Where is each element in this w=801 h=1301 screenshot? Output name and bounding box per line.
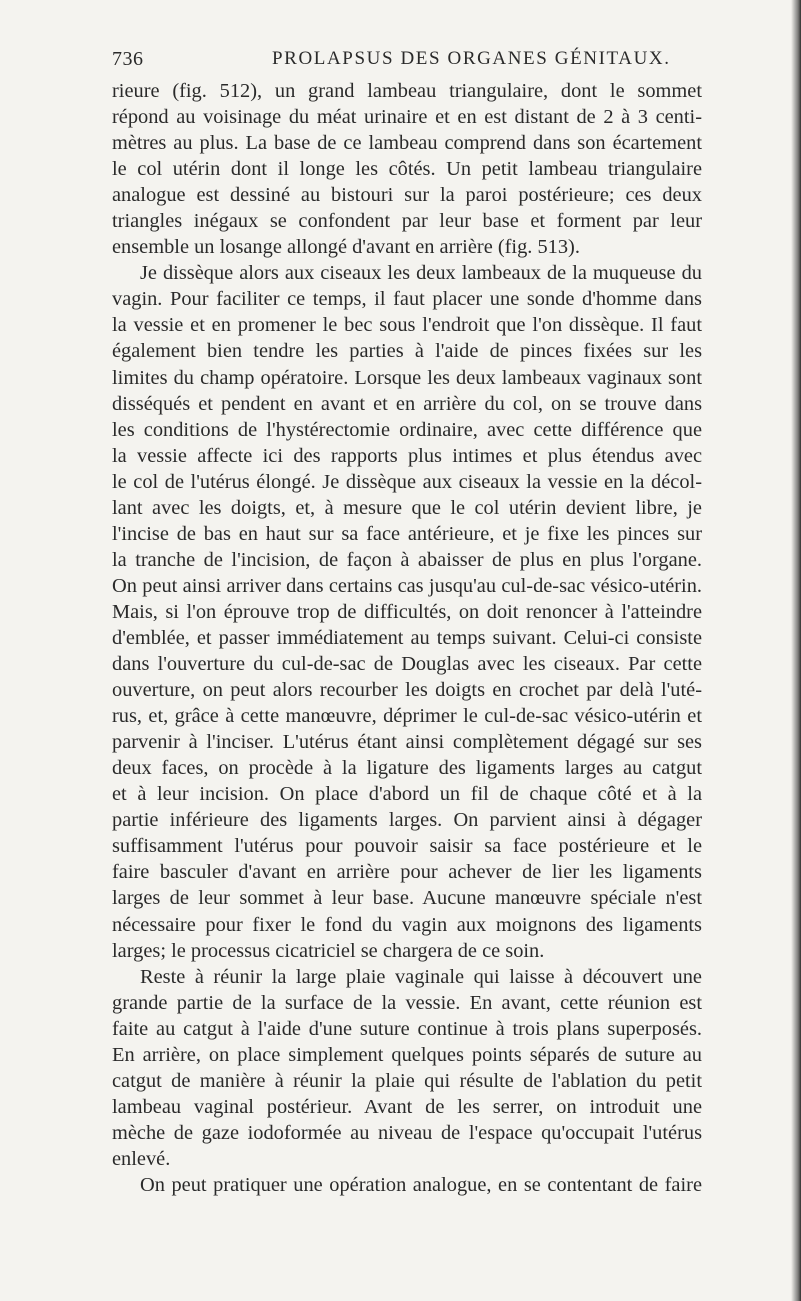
text-line: limites du champ opératoire. Lorsque les deux lambeaux vaginaux sont bbox=[112, 366, 702, 389]
text-line: la vessie et en promener le bec sous l'endroit que l'on dissèque. Il faut bbox=[112, 314, 702, 337]
text-line: suffisamment l'utérus pour pouvoir saisir sa face postérieure et le bbox=[112, 835, 702, 858]
text-line: mèche de gaze iodoformée au niveau de l'espace qu'occupait l'utérus bbox=[112, 1121, 702, 1144]
paragraph-3 bbox=[112, 964, 702, 1172]
text-line: les conditions de l'hystérectomie ordinaire, avec cette différence que bbox=[112, 418, 702, 441]
text-line: Je dissèque alors aux ciseaux les deux lambeaux de la muqueuse du bbox=[140, 262, 702, 285]
text-line: lant avec les doigts, et, à mesure que le col utérin devient libre, je bbox=[112, 496, 702, 519]
text-line: catgut de manière à réunir la plaie qui résulte de l'ablation du petit bbox=[112, 1069, 702, 1092]
body-text bbox=[112, 78, 702, 1198]
text-line: faite au catgut à l'aide d'une suture continue à trois plans superposés. bbox=[112, 1017, 702, 1040]
text-line: vagin. Pour faciliter ce temps, il faut placer une sonde d'homme dans bbox=[112, 288, 702, 311]
text-line: la vessie affecte ici des rapports plus intimes et plus étendus avec bbox=[112, 444, 702, 467]
paragraph-4 bbox=[112, 1172, 702, 1198]
text-line: le col utérin dont il longe les côtés. Un petit lambeau triangulaire bbox=[112, 158, 702, 181]
text-line: nécessaire pour fixer le fond du vagin aux moignons des ligaments bbox=[112, 913, 702, 936]
page-number: 736 bbox=[112, 48, 144, 70]
text-line: et à leur incision. On place d'abord un fil de chaque côté et à la bbox=[112, 783, 702, 806]
text-line: triangles inégaux se confondent par leur base et forment par leur bbox=[112, 210, 702, 233]
text-line: disséqués et pendent en avant et en arrière du col, on se trouve dans bbox=[112, 392, 702, 415]
text-line: rus, et, grâce à cette manœuvre, déprimer le cul-de-sac vésico-utérin et bbox=[112, 705, 702, 728]
text-line: En arrière, on place simplement quelques points séparés de suture au bbox=[112, 1043, 702, 1066]
text-line: l'incise de bas en haut sur sa face antérieure, et je fixe les pinces sur bbox=[112, 522, 702, 545]
text-line: larges; le processus cicatriciel se chargera de ce soin. bbox=[112, 939, 545, 962]
text-line: deux faces, on procède à la ligature des ligaments larges au catgut bbox=[112, 757, 702, 780]
page-edge-shadow bbox=[791, 0, 801, 1301]
text-line: parvenir à l'inciser. L'utérus étant ainsi complètement dégagé sur ses bbox=[112, 731, 702, 754]
text-line: enlevé. bbox=[112, 1147, 171, 1170]
page-header bbox=[112, 48, 700, 72]
text-line: rieure (fig. 512), un grand lambeau triangulaire, dont le sommet bbox=[112, 80, 702, 102]
text-line: également bien tendre les parties à l'aide de pinces fixées sur les bbox=[112, 340, 702, 363]
text-line: dans l'ouverture du cul-de-sac de Douglas avec les ciseaux. Par cette bbox=[112, 653, 702, 676]
text-line: ouverture, on peut alors recourber les doigts en crochet par delà l'uté- bbox=[112, 679, 702, 702]
text-line: la tranche de l'incision, de façon à abaisser de plus en plus l'organe. bbox=[112, 548, 702, 571]
paragraph-1 bbox=[112, 78, 702, 260]
text-line: le col de l'utérus élongé. Je dissèque aux ciseaux la vessie en la décol- bbox=[112, 470, 702, 493]
text-line: d'emblée, et passer immédiatement au temps suivant. Celui-ci consiste bbox=[112, 626, 702, 649]
running-title: PROLAPSUS DES ORGANES GÉNITAUX. bbox=[272, 48, 671, 69]
text-line: répond au voisinage du méat urinaire et en est distant de 2 à 3 centi- bbox=[112, 106, 702, 129]
paragraph-2 bbox=[112, 260, 702, 963]
text-line: larges de leur sommet à leur base. Aucune manœuvre spéciale n'est bbox=[112, 887, 702, 910]
text-line: grande partie de la surface de la vessie. En avant, cette réunion est bbox=[112, 991, 702, 1014]
text-line: analogue est dessiné au bistouri sur la paroi postérieure; ces deux bbox=[112, 184, 702, 207]
text-line: On peut ainsi arriver dans certains cas jusqu'au cul-de-sac vésico-utérin. bbox=[112, 574, 702, 597]
text-line: Reste à réunir la large plaie vaginale qui laisse à découvert une bbox=[140, 965, 702, 988]
text-line: Mais, si l'on éprouve trop de difficultés, on doit renoncer à l'atteindre bbox=[112, 600, 702, 623]
text-line: partie inférieure des ligaments larges. On parvient ainsi à dégager bbox=[112, 809, 702, 832]
text-line: ensemble un losange allongé d'avant en arrière (fig. 513). bbox=[112, 236, 580, 259]
text-line: faire basculer d'avant en arrière pour achever de lier les ligaments bbox=[112, 861, 702, 884]
text-line: mètres au plus. La base de ce lambeau comprend dans son écartement bbox=[112, 132, 702, 155]
text-line: lambeau vaginal postérieur. Avant de les serrer, on introduit une bbox=[112, 1095, 702, 1118]
text-line: On peut pratiquer une opération analogue, en se contentant de faire bbox=[140, 1173, 702, 1196]
